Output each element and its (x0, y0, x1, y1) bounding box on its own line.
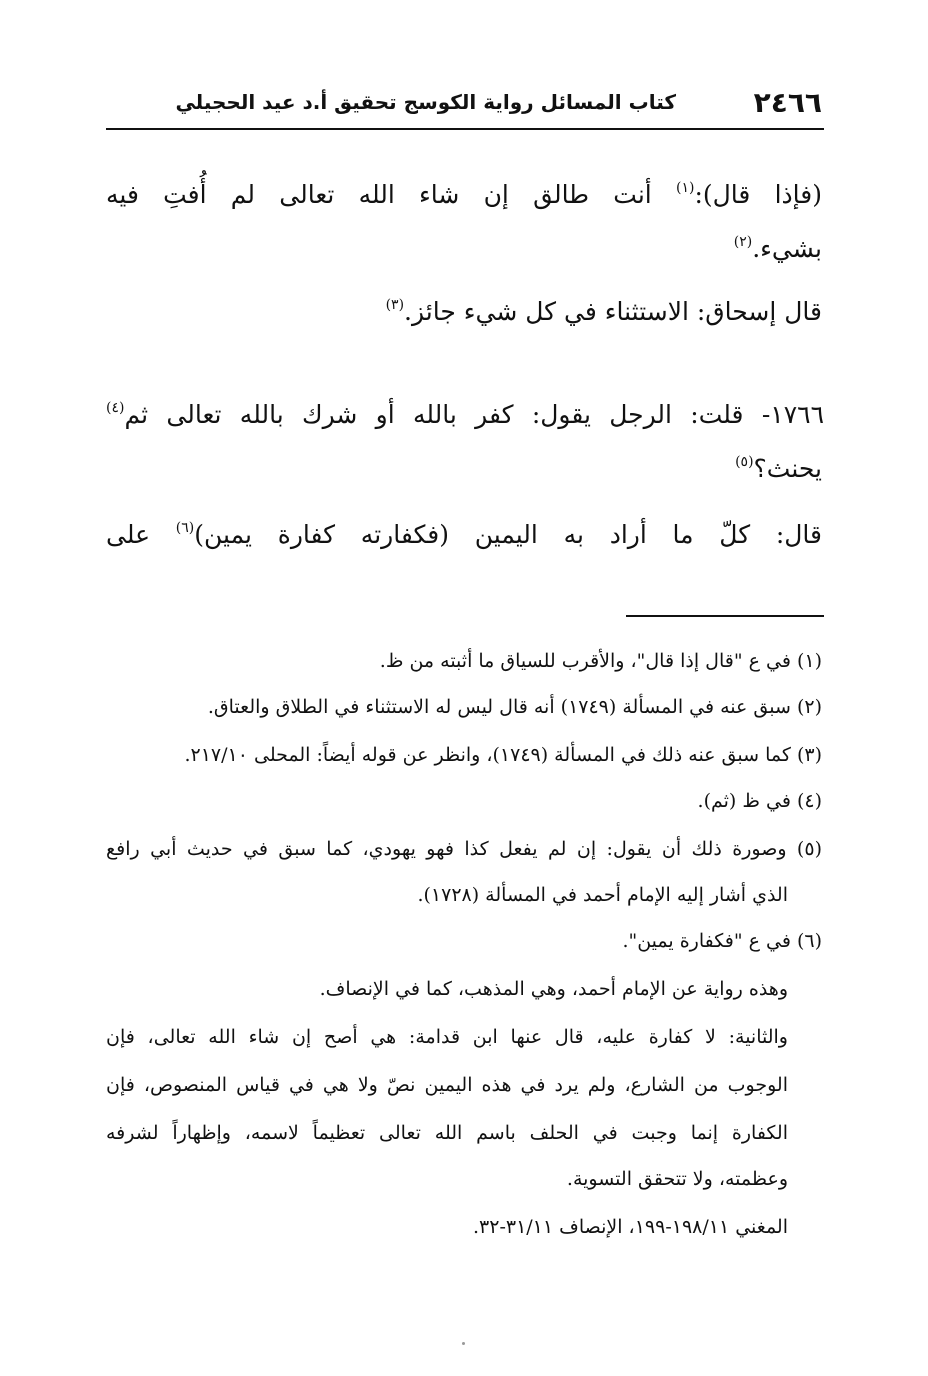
footnote-2: (٢) سبق عنه في المسألة (١٧٤٩) أنه قال ليس له الاستثناء في الطلاق والعتاق. (207, 696, 822, 718)
footnote-ref: (٦) (175, 520, 195, 536)
main-text: ١٧٦٦- قلت: الرجل يقول: كفر بالله أو شرك بالله تعالى ثم (124, 400, 824, 429)
main-text: قال إسحاق: الاستثناء في كل شيء جائز. (404, 297, 822, 326)
footnote-5: (٥) وصورة ذلك أن يقول: إن لم يفعل كذا فهو يهودي، كما سبق في حديث أبي رافع (106, 838, 822, 860)
main-text: بشيء. (752, 234, 822, 263)
footnote-6: (٦) في ع "فكفارة يمين". (622, 930, 822, 952)
footnote-3: (٣) كما سبق عنه ذلك في المسألة (١٧٤٩)، وانظر عن قوله أيضاً: المحلى ٢١٧/١٠. (184, 744, 822, 766)
main-text: أنت طالق إن شاء الله تعالى لم أُفتِ فيه (106, 180, 652, 209)
footnote-5-continued: الذي أشار إليه الإمام أحمد في المسألة (١٧٢٨). (417, 884, 788, 906)
footnote-1: (١) في ع "قال إذا قال"، والأقرب للسياق ما أثبته من ظ. (379, 650, 822, 672)
main-line-3 (106, 285, 822, 332)
footnote-separator (626, 615, 824, 617)
footnote-ref: (٢) (733, 234, 753, 250)
footnote-6-text: وهذه رواية عن الإمام أحمد، وهي المذهب، كما في الإنصاف. (319, 978, 788, 1000)
running-title: كتاب المسائل رواية الكوسج تحقيق أ.د عيد الحجيلي (175, 90, 676, 114)
footnote-6-text: الكفارة إنما وجبت في الحلف باسم الله تعالى تعظيماً لاسمه، وإظهاراً لشرفه (106, 1122, 788, 1144)
main-line-6 (106, 508, 822, 555)
main-text: يحنث؟ (753, 454, 822, 483)
main-line-1 (106, 168, 822, 215)
main-text: (فإذا قال): (694, 180, 822, 209)
footnote-ref: (١) (676, 180, 695, 196)
footnote-ref: (٣) (385, 297, 405, 313)
scan-speck (462, 1342, 465, 1345)
footnote-6-text: الوجوب من الشارع، ولم يرد في هذه اليمين نصّ ولا هي في قياس المنصوص، فإن (106, 1074, 788, 1096)
main-text: على (106, 520, 151, 549)
main-line-2 (106, 222, 822, 269)
page-number: ٢٤٦٦ (753, 86, 822, 119)
footnote-6-source: المغني ١٩٨/١١-١٩٩، الإنصاف ٣١/١١-٣٢. (472, 1216, 788, 1238)
main-line-5 (106, 442, 822, 489)
main-text: قال: كلّ ما أراد به اليمين (فكفارته كفارة يمين) (194, 520, 823, 549)
page-header (106, 82, 824, 130)
footnote-4: (٤) في ظ (ثم). (697, 790, 822, 812)
footnote-6-text: وعظمته، ولا تتحقق التسوية. (566, 1168, 788, 1190)
main-line-4 (106, 388, 824, 435)
footnote-ref: (٤) (106, 400, 125, 416)
footnote-ref: (٥) (735, 454, 754, 470)
footnote-6-text: والثانية: لا كفارة عليه، قال عنها ابن قدامة: هي أصح إن شاء الله تعالى، فإن (106, 1026, 788, 1048)
